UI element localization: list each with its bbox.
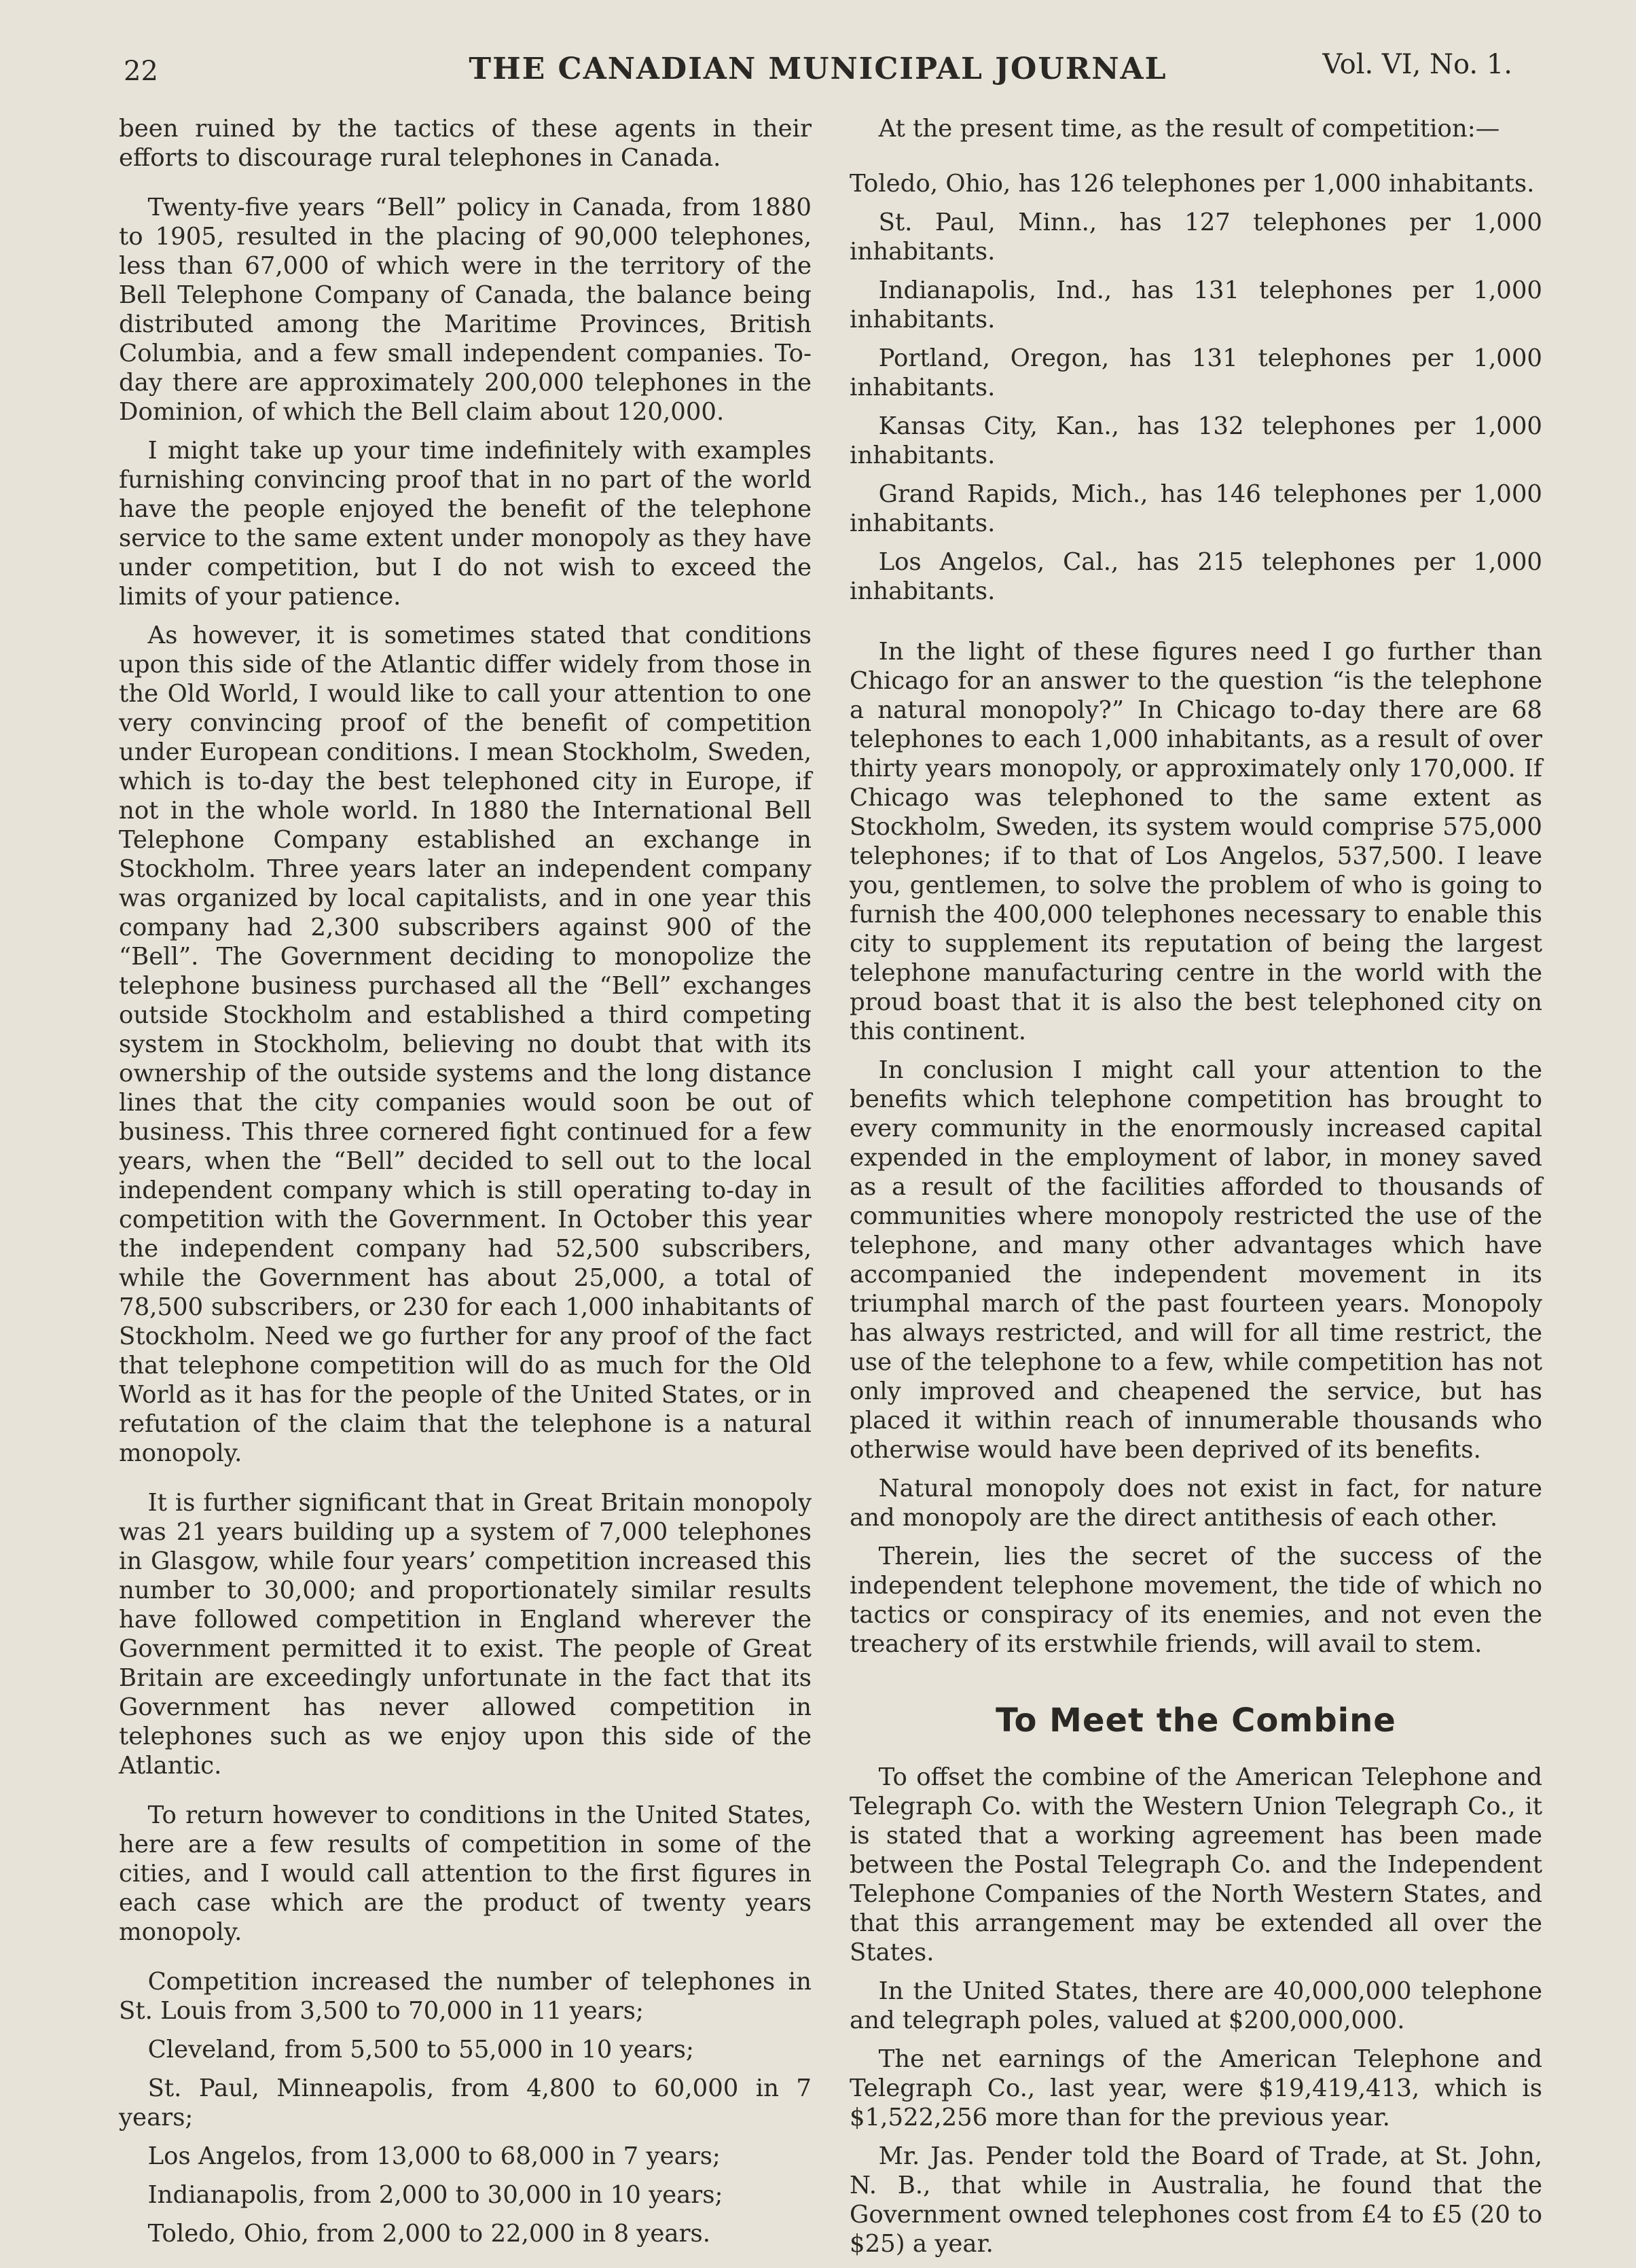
list-item: Toledo, Ohio, from 2,000 to 22,000 in 8 years.	[147, 2220, 711, 2248]
paragraph: been ruined by the tactics of these agents in their efforts to discourage rural telephones in Canada.	[119, 115, 812, 172]
list-item: Los Angelos, Cal., has 215 telephones per 1,000 inhabitants.	[850, 548, 1542, 605]
page-number: 22	[124, 56, 158, 87]
list-item: Indianapolis, Ind., has 131 telephones per 1,000 inhabitants.	[850, 276, 1542, 334]
paragraph: In conclusion I might call your attention to the benefits which telephone competition has brought to every community in the enormously increased capital expended in the employment of labor, in money saved as a result of the facilities afforded to thousands of communities where monopoly restricted the use of the telephone, and many other advantages which have accompanied the independent movement in its triumphal march of the past fourteen years. Monopoly has always restricted, and will for all time restrict, the use of the telephone to a few, while competition has not only improved and cheapened the service, but has placed it within reach of innumerable thousands who otherwise would have been deprived of its benefits.	[850, 1056, 1542, 1464]
list-item: Toledo, Ohio, has 126 telephones per 1,000 inhabitants.	[850, 170, 1535, 198]
volume-info: Vol. VI, No. 1.	[1322, 49, 1512, 80]
paragraph: At the present time, as the result of competition:—	[878, 115, 1500, 143]
paragraph: Mr. Jas. Pender told the Board of Trade, at St. John, N. B., that while in Australia, he found that the Government owned telephones cost from £4 to £5 (20 to $25) a year.	[850, 2142, 1542, 2258]
left-column	[119, 114, 812, 2258]
paragraph: I might take up your time indefinitely with examples furnishing convincing proof that in no part of the world have the people enjoyed the benefit of the telephone service to the same extent under monopoly as they have under competition, but I do not wish to exceed the limits of your patience.	[119, 437, 812, 611]
list-item: St. Paul, Minneapolis, from 4,800 to 60,000 in 7 years;	[119, 2074, 812, 2131]
right-column	[850, 114, 1542, 2268]
list-item: Portland, Oregon, has 131 telephones per 1,000 inhabitants.	[850, 344, 1542, 401]
list-item: Indianapolis, from 2,000 to 30,000 in 10 years;	[147, 2181, 723, 2209]
journal-title: THE CANADIAN MUNICIPAL JOURNAL	[469, 52, 1167, 86]
list-item: Los Angelos, from 13,000 to 68,000 in 7 years;	[147, 2142, 721, 2170]
paragraph: Competition increased the number of telephones in St. Louis from 3,500 to 70,000 in 11 years;	[119, 1968, 812, 2025]
paragraph: To return however to conditions in the United States, here are a few results of competition in some of the cities, and I would call attention to the first figures in each case which are the product of twenty years monopoly.	[119, 1801, 812, 1946]
running-header	[115, 46, 1521, 94]
list-item: St. Paul, Minn., has 127 telephones per 1,000 inhabitants.	[850, 209, 1542, 266]
list-item: Grand Rapids, Mich., has 146 telephones per 1,000 inhabitants.	[850, 480, 1542, 537]
paragraph: To offset the combine of the American Telephone and Telegraph Co. with the Western Union Telegraph Co., it is stated that a working agreement has been made between the Postal Telegraph Co. and the Independent Telephone Companies of the North Western States, and that this arrangement may be extended all over the States.	[850, 1763, 1542, 1966]
city-stats-list	[850, 169, 1542, 606]
list-item: Kansas City, Kan., has 132 telephones per 1,000 inhabitants.	[850, 412, 1542, 469]
paragraph: In the light of these figures need I go further than Chicago for an answer to the question “is the telephone a natural monopoly?” In Chicago to-day there are 68 telephones to each 1,000 inhabitants, as a result of over thirty years monopoly, or approximately only 170,000. If Chicago was telephoned to the same extent as Stockholm, Sweden, its system would comprise 575,000 telephones; if to that of Los Angelos, 537,500. I leave you, gentlemen, to solve the problem of who is going to furnish the 400,000 telephones necessary to enable this city to supplement its reputation of being the largest telephone manufacturing centre in the world with the proud boast that it is also the best telephoned city on this continent.	[850, 638, 1542, 1045]
paragraph: It is further significant that in Great Britain monopoly was 21 years building up a system of 7,000 telephones in Glasgow, while four years’ competition increased this number to 30,000; and proportionately similar results have followed competition in England wherever the Government permitted it to exist. The people of Great Britain are exceedingly unfortunate in the fact that its Government has never allowed competition in telephones such as we enjoy upon this side of the Atlantic.	[119, 1489, 812, 1780]
paragraph: Twenty-five years “Bell” policy in Canada, from 1880 to 1905, resulted in the placing of 90,000 telephones, less than 67,000 of which were in the territory of the Bell Telephone Company of Canada, the balance being distributed among the Maritime Provinces, British Columbia, and a few small independent companies. To-day there are approximately 200,000 telephones in the Dominion, of which the Bell claim about 120,000.	[119, 194, 812, 426]
list-item: Cleveland, from 5,500 to 55,000 in 10 years;	[147, 2036, 694, 2064]
section-heading: To Meet the Combine	[996, 1702, 1396, 1740]
paragraph: Natural monopoly does not exist in fact, for nature and monopoly are the direct antithesis of each other.	[850, 1475, 1542, 1532]
paragraph: As however, it is sometimes stated that conditions upon this side of the Atlantic differ widely from those in the Old World, I would like to call your attention to one very convincing proof of the benefit of competition under European conditions. I mean Stockholm, Sweden, which is to-day the best telephoned city in Europe, if not in the whole world. In 1880 the International Bell Telephone Company established an exchange in Stockholm. Three years later an independent company was organized by local capitalists, and in one year this company had 2,300 subscribers against 900 of the “Bell”. The Government deciding to monopolize the telephone business purchased all the “Bell” exchanges outside Stockholm and established a third competing system in Stockholm, believing no doubt that with its ownership of the outside systems and the long distance lines that the city companies would soon be out of business. This three cornered fight continued for a few years, when the “Bell” decided to sell out to the local independent company which is still operating to-day in competition with the Government. In October this year the independent company had 52,500 subscribers, while the Government has about 25,000, a total of 78,500 subscribers, or 230 for each 1,000 inhabitants of Stockholm. Need we go further for any proof of the fact that telephone competition will do as much for the Old World as it has for the people of the United States, or in refutation of the claim that the telephone is a natural monopoly.	[119, 622, 812, 1467]
city-growth-list	[119, 2035, 812, 2248]
paragraph: Therein, lies the secret of the success of the independent telephone movement, the tide of which no tactics or conspiracy of its enemies, and not even the treachery of its erstwhile friends, will avail to stem.	[850, 1543, 1542, 1658]
paragraph: The net earnings of the American Telephone and Telegraph Co., last year, were $19,419,413, which is $1,522,256 more than for the previous year.	[850, 2045, 1542, 2131]
paragraph: In the United States, there are 40,000,000 telephone and telegraph poles, valued at $200,000,000.	[850, 1977, 1542, 2034]
